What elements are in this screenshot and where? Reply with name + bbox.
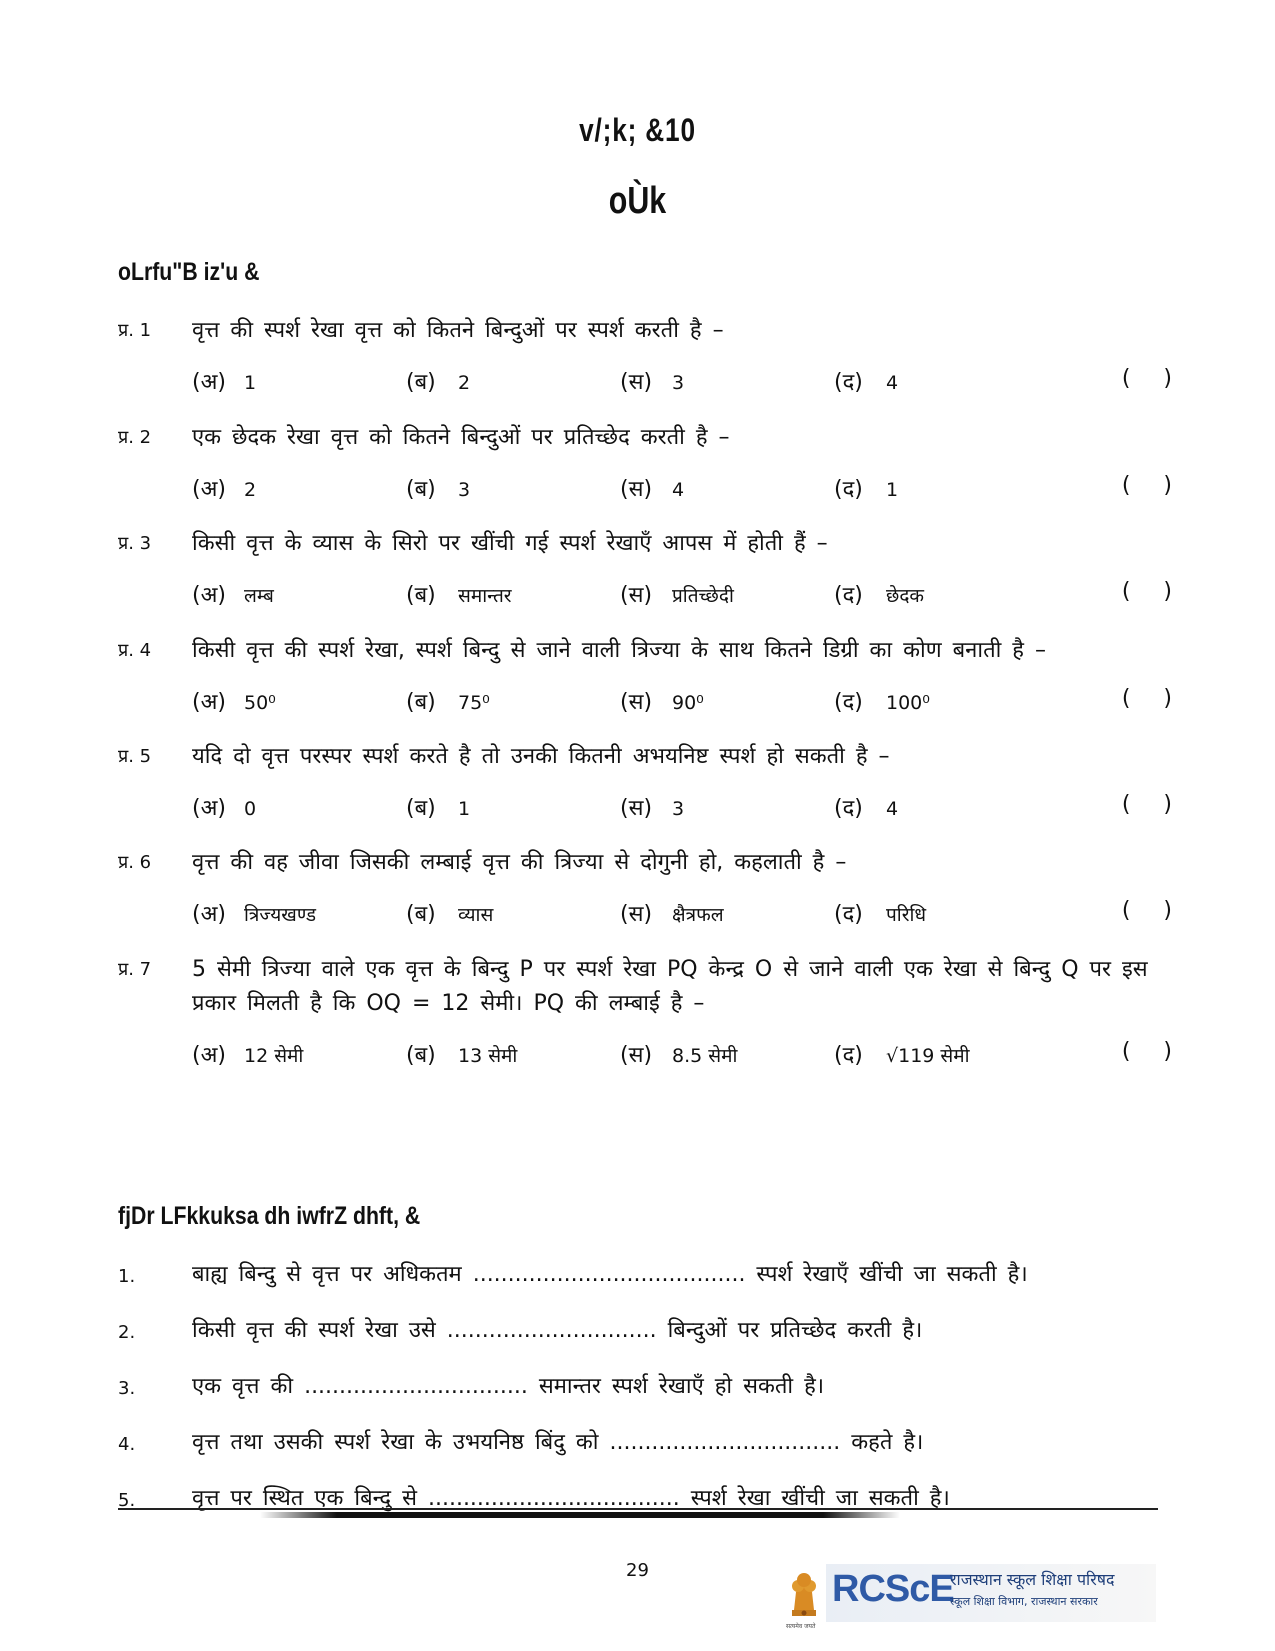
question-number: प्र. 1 <box>118 320 152 341</box>
item-number: 1. <box>118 1266 136 1287</box>
footer-divider <box>118 1508 1158 1510</box>
options-row-7 <box>192 1039 1182 1073</box>
logo-banner <box>826 1564 1156 1622</box>
answer-box[interactable]: ( ) <box>1121 579 1172 604</box>
option-d[interactable]: (द) परिधि <box>834 902 927 927</box>
option-a[interactable]: (अ) 0 <box>192 796 257 821</box>
option-d[interactable]: (द) 4 <box>834 370 899 395</box>
item-text[interactable]: बाह्य बिन्दु से वृत्त पर अधिकतम ....................................... स्पर्श रेखाएँ खींची जा सकती है। <box>192 1262 1028 1287</box>
option-b[interactable]: (ब) समान्तर <box>406 583 512 608</box>
option-a[interactable]: (अ) 12 सेमी <box>192 1043 304 1068</box>
options-row-3 <box>192 579 1182 613</box>
question-number: प्र. 5 <box>118 746 152 767</box>
answer-box[interactable]: ( ) <box>1121 473 1172 498</box>
option-a[interactable]: (अ) त्रिज्यखण्ड <box>192 902 317 927</box>
option-b[interactable]: (ब) 75⁰ <box>406 690 490 715</box>
item-number: 2. <box>118 1322 136 1343</box>
option-a[interactable]: (अ) 50⁰ <box>192 690 276 715</box>
question-number: प्र. 2 <box>118 427 152 448</box>
item-text[interactable]: एक वृत्त की ................................ समान्तर स्पर्श रेखाएँ हो सकती है। <box>192 1374 825 1399</box>
item-text[interactable]: वृत्त तथा उसकी स्पर्श रेखा के उभयनिष्ठ बिंदु को ................................. कहते है। <box>192 1430 924 1455</box>
question-text: वृत्त की वह जीवा जिसकी लम्बाई वृत्त की त्रिज्या से दोगुनी हो, कहलाती है – <box>192 850 847 875</box>
page-number: 29 <box>626 1560 649 1581</box>
options-row-4 <box>192 686 1182 720</box>
answer-box[interactable]: ( ) <box>1121 898 1172 923</box>
option-c[interactable]: (स) 3 <box>620 370 685 395</box>
question-number: प्र. 4 <box>118 640 152 661</box>
item-number: 5. <box>118 1490 136 1511</box>
options-row-6 <box>192 898 1182 932</box>
logo-brand-text: RCScE <box>832 1568 954 1610</box>
option-a[interactable]: (अ) लम्ब <box>192 583 274 608</box>
logo-title: राजस्थान स्कूल शिक्षा परिषद <box>950 1570 1115 1589</box>
option-d[interactable]: (द) 1 <box>834 477 899 502</box>
question-number: प्र. 6 <box>118 852 152 873</box>
item-text[interactable]: वृत्त पर स्थित एक बिन्दु से .................................... स्पर्श रेखा खींची जा सकती है। <box>192 1486 950 1511</box>
option-c[interactable]: (स) 90⁰ <box>620 690 704 715</box>
option-c[interactable]: (स) 3 <box>620 796 685 821</box>
option-c[interactable]: (स) प्रतिच्छेदी <box>620 583 734 608</box>
logo-subtitle: स्कूल शिक्षा विभाग, राजस्थान सरकार <box>950 1595 1098 1608</box>
option-a[interactable]: (अ) 1 <box>192 370 257 395</box>
option-c[interactable]: (स) क्षैत्रफल <box>620 902 724 927</box>
option-b[interactable]: (ब) 13 सेमी <box>406 1043 518 1068</box>
question-text: किसी वृत्त की स्पर्श रेखा, स्पर्श बिन्दु से जाने वाली त्रिज्या के साथ कितने डिग्री का कोण बनाती है – <box>192 638 1046 663</box>
options-row-1 <box>192 366 1182 400</box>
option-a[interactable]: (अ) 2 <box>192 477 257 502</box>
question-number: प्र. 7 <box>118 959 152 980</box>
options-row-2 <box>192 473 1182 507</box>
option-d[interactable]: (द) छेदक <box>834 583 925 608</box>
question-text: वृत्त की स्पर्श रेखा वृत्त को कितने बिन्दुओं पर स्पर्श करती है – <box>192 318 724 343</box>
answer-box[interactable]: ( ) <box>1121 366 1172 391</box>
chapter-title: oÙk <box>608 180 667 222</box>
option-c[interactable]: (स) 4 <box>620 477 685 502</box>
section-heading-fill-blanks: fjDr LFkkuksa dh iwfrZ dhft, & <box>118 1202 421 1230</box>
ashoka-emblem-icon <box>786 1562 822 1624</box>
option-b[interactable]: (ब) 1 <box>406 796 471 821</box>
rcsce-logo <box>786 1562 1156 1632</box>
footer-divider-bold <box>260 1512 900 1518</box>
item-text[interactable]: किसी वृत्त की स्पर्श रेखा उसे .............................. बिन्दुओं पर प्रतिच्छेद करती है। <box>192 1318 923 1343</box>
option-d[interactable]: (द) 4 <box>834 796 899 821</box>
item-number: 3. <box>118 1378 136 1399</box>
answer-box[interactable]: ( ) <box>1121 1039 1172 1064</box>
question-text: एक छेदक रेखा वृत्त को कितने बिन्दुओं पर प्रतिच्छेद करती है – <box>192 425 730 450</box>
question-text: 5 सेमी त्रिज्या वाले एक वृत्त के बिन्दु P पर स्पर्श रेखा PQ केन्द्र O से जाने वाली एक रेखा से बिन्दु Q पर इस प्रकार मिलती है कि OQ = 12 सेमी। PQ की लम्बाई है – <box>192 957 1148 1016</box>
option-d[interactable]: (द) √119 सेमी <box>834 1043 970 1068</box>
question-number: प्र. 3 <box>118 533 152 554</box>
chapter-label: v/;k; &10 <box>579 112 696 148</box>
section-heading-objective: oLrfu"B iz'u & <box>118 258 260 286</box>
emblem-caption: सत्यमेव जयते <box>786 1623 816 1630</box>
options-row-5 <box>192 792 1182 826</box>
option-d[interactable]: (द) 100⁰ <box>834 690 930 715</box>
item-number: 4. <box>118 1434 136 1455</box>
option-b[interactable]: (ब) 3 <box>406 477 471 502</box>
question-text: यदि दो वृत्त परस्पर स्पर्श करते है तो उनकी कितनी अभयनिष्ट स्पर्श हो सकती है – <box>192 744 890 769</box>
option-b[interactable]: (ब) व्यास <box>406 902 494 927</box>
question-text: किसी वृत्त के व्यास के सिरो पर खींची गई स्पर्श रेखाएँ आपस में होती हैं – <box>192 531 828 556</box>
answer-box[interactable]: ( ) <box>1121 792 1172 817</box>
option-b[interactable]: (ब) 2 <box>406 370 471 395</box>
answer-box[interactable]: ( ) <box>1121 686 1172 711</box>
option-c[interactable]: (स) 8.5 सेमी <box>620 1043 738 1068</box>
